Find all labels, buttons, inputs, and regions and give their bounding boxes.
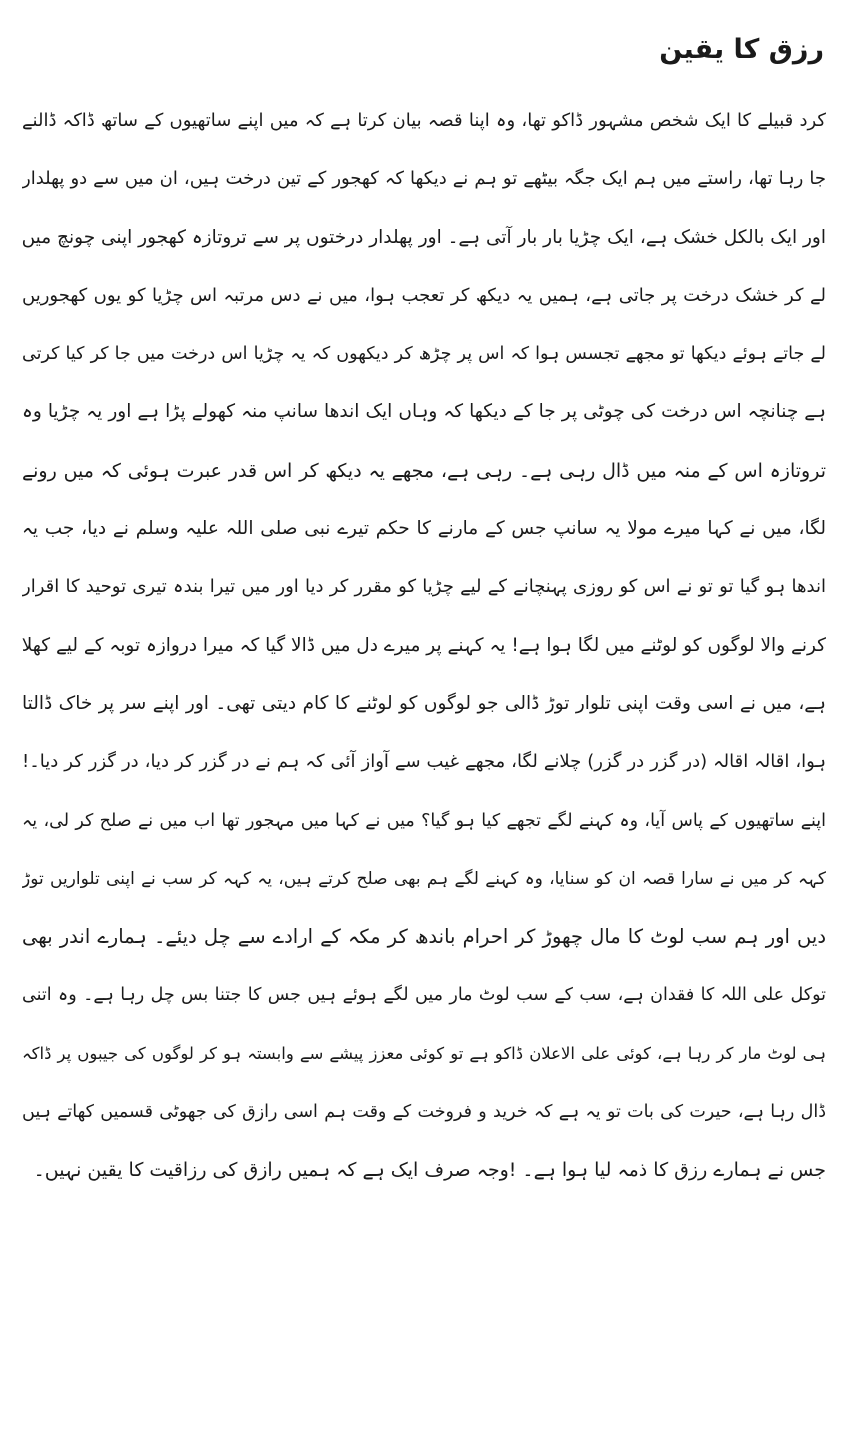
article-body [22,92,826,1200]
text-line: ہے چنانچہ اس درخت کی چوٹی پر جا کے دیکھا کہ وہاں ایک اندھا سانپ منہ کھولے پڑا ہے اور یہ چڑیا وہ [22,401,826,423]
text-line: اندھا ہو گیا تو تو نے اس کو روزی پہنچانے کے لیے چڑیا کو مقرر کر دیا اور میں تیرا بندہ تیری توحید کا اقرار [22,576,826,598]
text-line: ڈال رہا ہے، حیرت کی بات تو یہ ہے کہ خرید و فروخت کے وقت ہم اسی رازق کی جھوٹی قسمیں کھاتے ہیں [22,1102,826,1123]
text-line: اور ایک بالکل خشک ہے، ایک چڑیا بار بار آتی ہے۔ اور پھلدار درختوں پر سے تروتازہ کھجور اپنی چونچ میں [22,226,826,248]
text-line: جا رہا تھا، راستے میں ہم ایک جگہ بیٹھے تو ہم نے دیکھا کہ کھجور کے تین درخت ہیں، ان میں سے دو پھلدار [22,168,826,190]
text-line: لگا، میں نے کہا میرے مولا یہ سانپ جس کے مارنے کا حکم تیرے نبی صلی اللہ علیہ وسلم نے دیا، جب یہ [22,518,826,540]
text-line: کہہ کر میں نے سارا قصہ ان کو سنایا، وہ کہنے لگے ہم بھی صلح کرتے ہیں، یہ کہہ کر سب نے اپنی تلواریں توڑ [22,868,826,889]
text-line: تروتازہ اس کے منہ میں ڈال رہی ہے۔ رہی ہے، مجھے یہ دیکھ کر اس قدر عبرت ہوئی کہ میں رونے [22,459,826,482]
text-line: توکل علی اللہ کا فقدان ہے، سب کے سب لوٹ مار میں لگے ہوئے ہیں جس کا جتنا بس چل رہا ہے۔ وہ اتنی [22,985,826,1006]
text-line: جس نے ہمارے رزق کا ذمہ لیا ہوا ہے۔ !وجہ صرف ایک ہے کہ ہمیں رازق کی رزاقیت کا یقین نہیں۔ [33,1159,826,1182]
text-line: ہوا، اقالہ اقالہ (در گزر در گزر) چلانے لگا، مجھے غیب سے آواز آئی کہ ہم نے در گزر کر دیا، در گزر کر دیا۔! [22,751,826,773]
text-line: کرد قبیلے کا ایک شخص مشہور ڈاکو تھا، وہ اپنا قصہ بیان کرتا ہے کہ میں اپنے ساتھیوں کے ساتھ ڈاکہ ڈالنے [22,110,826,131]
text-line: ہے، میں نے اسی وقت اپنی تلوار توڑ ڈالی جو لوگوں کو لوٹنے کا کام دیتی تھی۔ اور اپنے سر پر خاک ڈالتا [22,692,826,714]
article-title: رزق کا یقین [659,34,824,65]
text-line: لے جاتے ہوئے دیکھا تو مجھے تجسس ہوا کہ اس پر چڑھ کر دیکھوں کہ یہ چڑیا اس درخت میں جا کر کیا کرتی [22,344,826,365]
text-line: لے کر خشک درخت پر جاتی ہے، ہمیں یہ دیکھ کر تعجب ہوا، میں نے دس مرتبہ اس چڑیا کو یوں کھجوریں [22,284,826,306]
text-line: کرنے والا لوگوں کو لوٹنے میں لگا ہوا ہے! یہ کہنے پر میرے دل میں ڈالا گیا کہ میرا دروازہ توبہ کے لیے کھلا [22,634,826,656]
text-line: ہی لوٹ مار کر رہا ہے، کوئی علی الاعلان ڈاکو ہے تو کوئی معزز پیشے سے وابستہ ہو کر لوگوں کی جیبوں پر ڈاکہ [22,1043,826,1063]
text-line: دیں اور ہم سب لوٹ کا مال چھوڑ کر احرام باندھ کر مکہ کے ارادے سے چل دیئے۔ ہمارے اندر بھی [22,925,826,949]
text-line: اپنے ساتھیوں کے پاس آیا، وہ کہنے لگے تجھے کیا ہو گیا؟ میں نے کہا میں مہجور تھا اب میں نے صلح کر لی، یہ [22,810,826,831]
